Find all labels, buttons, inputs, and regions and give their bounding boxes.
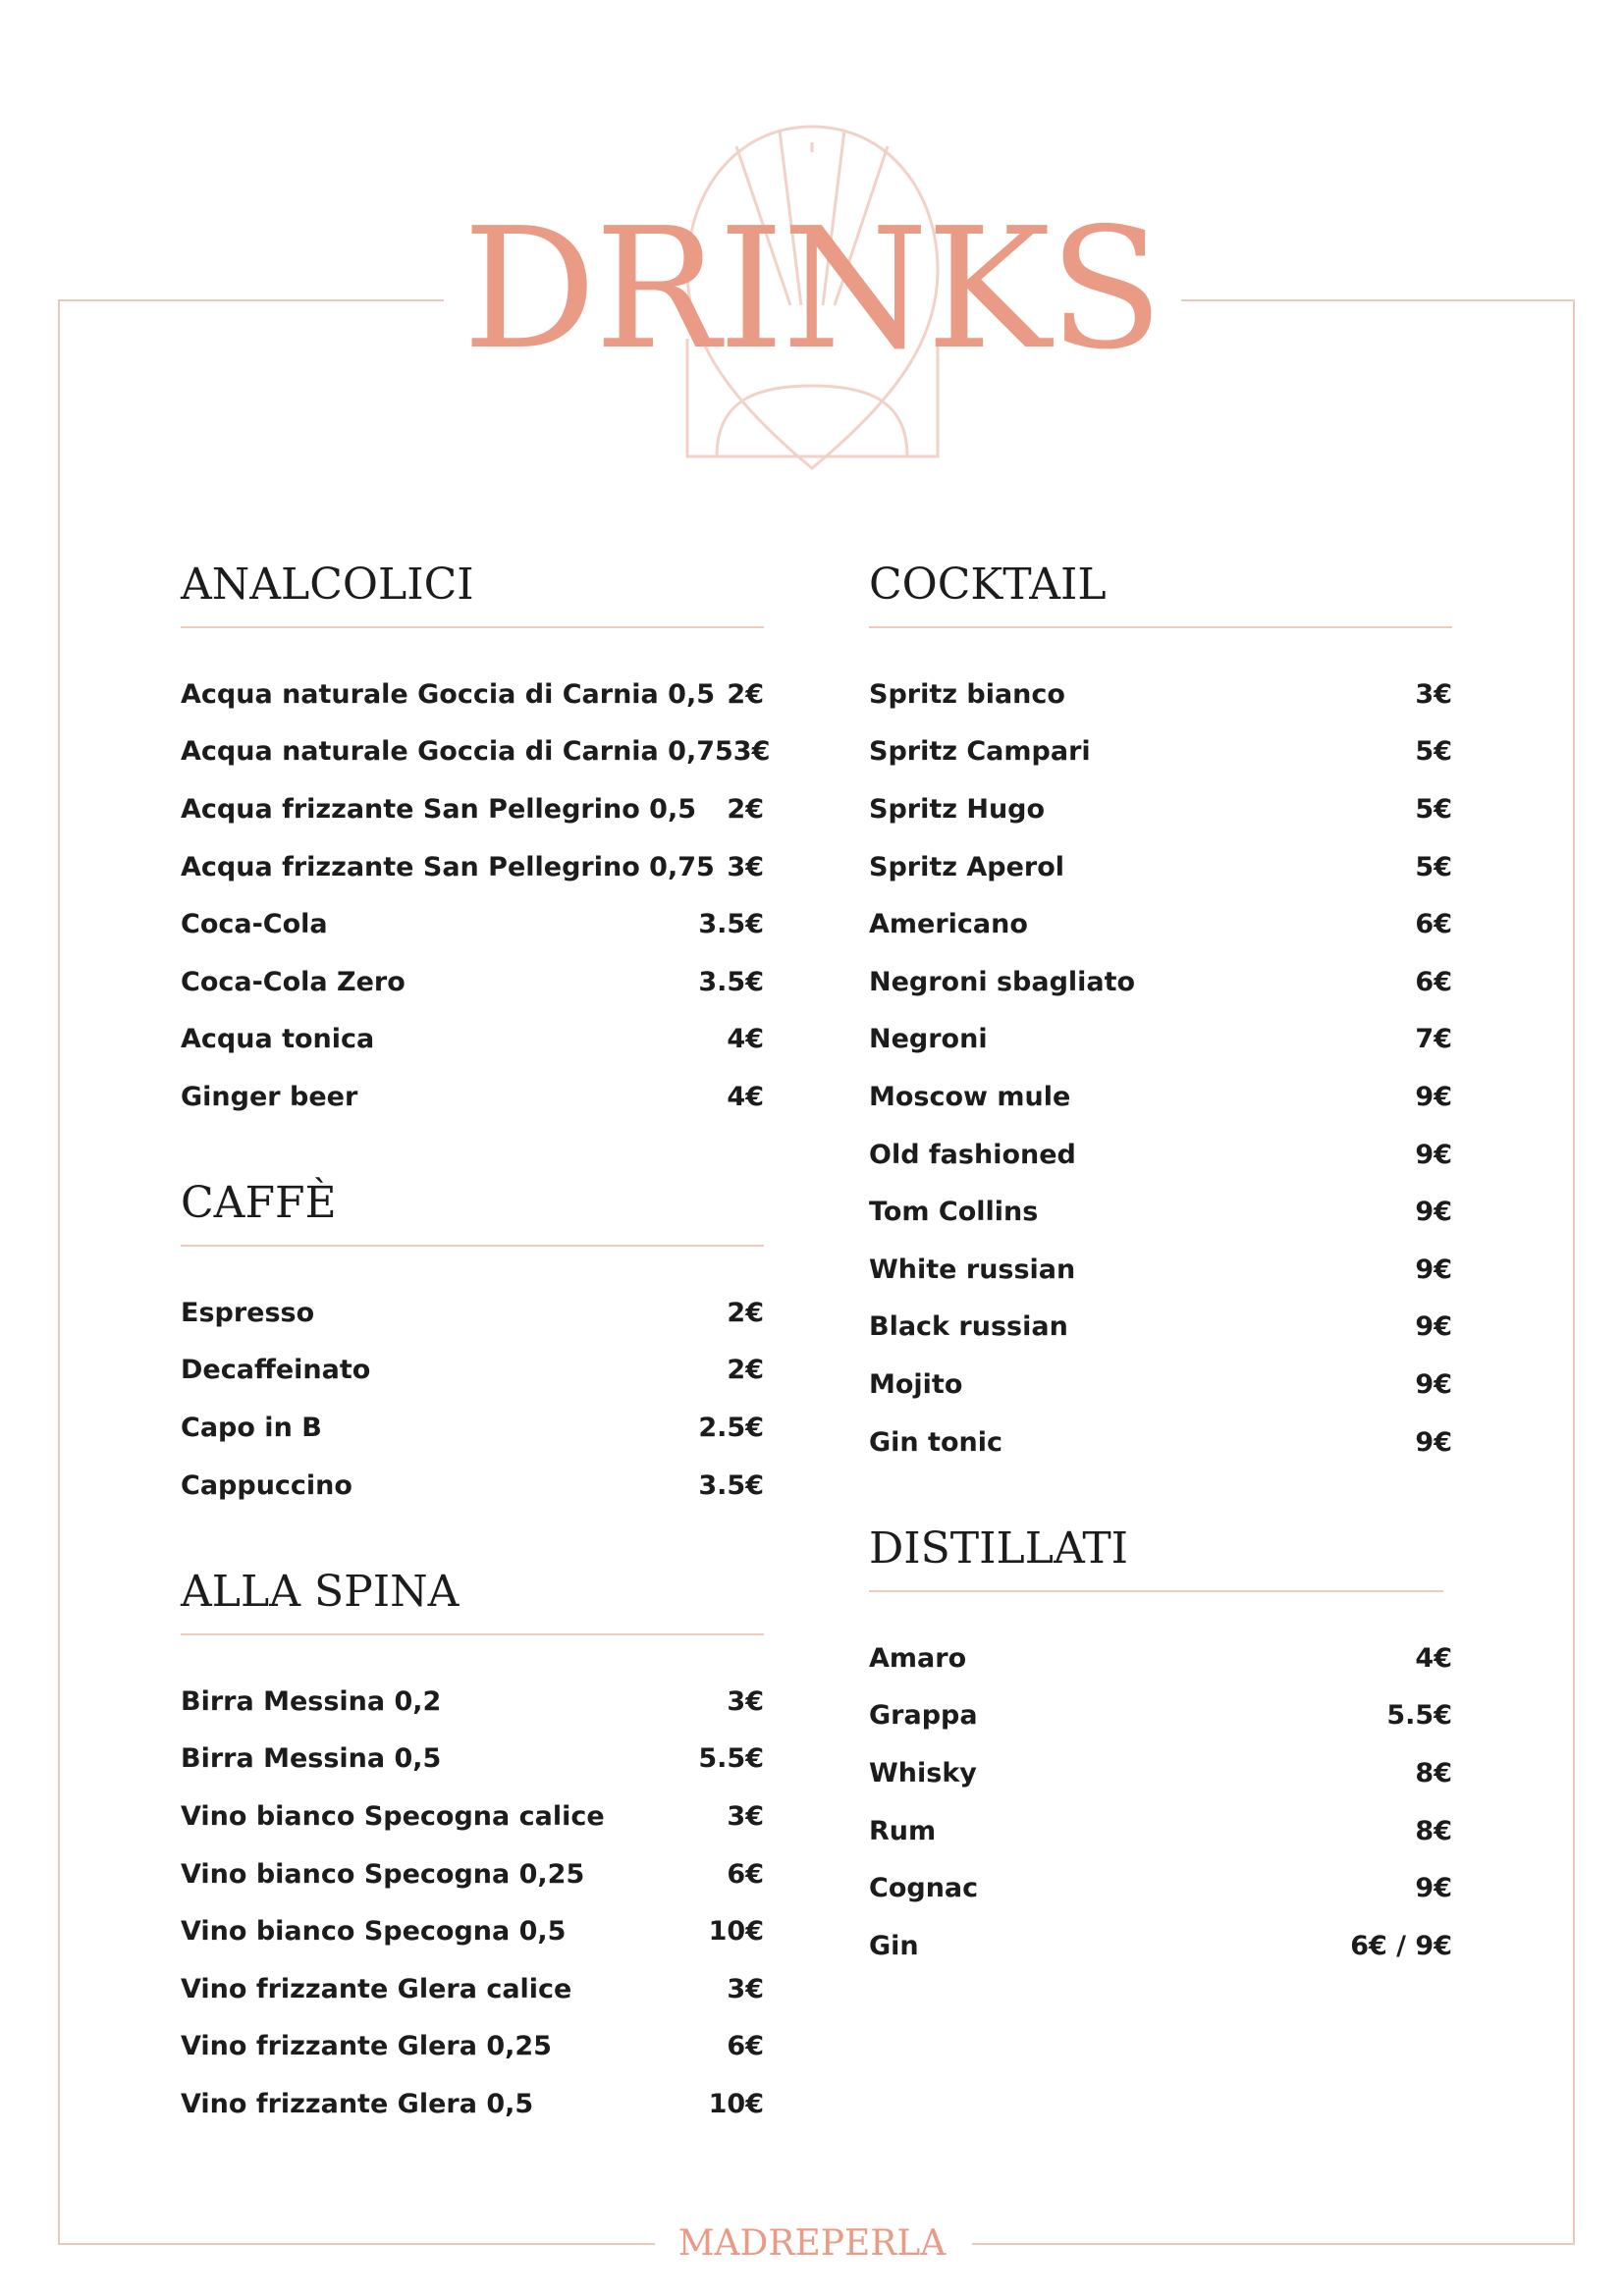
item-price: 5.5€	[1386, 1700, 1452, 1732]
item-name: Capo in B	[181, 1412, 322, 1443]
section-title: DISTILLATI	[869, 1523, 1129, 1574]
item-name: Vino bianco Specogna calice	[181, 1800, 605, 1832]
item-name: Cognac	[869, 1873, 979, 1904]
section-cocktail	[869, 560, 1452, 1458]
menu-item	[869, 1299, 1452, 1357]
item-name: Whisky	[869, 1757, 977, 1789]
item-list	[869, 666, 1452, 1470]
item-list	[181, 666, 771, 1126]
item-price: 9€	[1415, 1873, 1452, 1904]
menu-item	[181, 1399, 764, 1457]
item-name: Coca-Cola Zero	[181, 966, 406, 997]
frame-right-line	[1573, 299, 1575, 2245]
item-name: Acqua frizzante San Pellegrino 0,75	[181, 851, 715, 882]
menu-item	[181, 1731, 764, 1789]
item-name: Vino frizzante Glera calice	[181, 1973, 572, 2004]
item-price: 8€	[1415, 1815, 1452, 1846]
menu-item	[869, 1744, 1452, 1802]
menu-item	[869, 1356, 1452, 1414]
item-name: Old fashioned	[869, 1139, 1076, 1170]
menu-item	[869, 1183, 1452, 1241]
item-name: Cappuccino	[181, 1469, 352, 1501]
section-alla-spina	[181, 1567, 764, 2119]
section-divider	[181, 1633, 764, 1635]
menu-item	[869, 666, 1452, 723]
item-price: 2€	[727, 1355, 764, 1386]
item-name: Grappa	[869, 1700, 978, 1732]
item-price: 3.5€	[698, 1469, 764, 1501]
item-price: 3€	[727, 1973, 764, 2004]
section-caffe	[181, 1178, 764, 1501]
frame-left-line	[58, 299, 60, 2245]
menu-item	[181, 838, 764, 896]
item-name: Birra Messina 0,5	[181, 1743, 442, 1775]
menu-item	[181, 723, 771, 781]
item-price: 2€	[727, 678, 764, 710]
item-price: 5€	[1415, 793, 1452, 825]
item-price: 4€	[727, 1081, 764, 1112]
item-price: 9€	[1415, 1368, 1452, 1400]
section-divider	[181, 626, 764, 628]
item-name: Vino frizzante Glera 0,25	[181, 2031, 552, 2062]
menu-item	[181, 895, 764, 953]
menu-item	[181, 1068, 764, 1126]
item-name: Spritz Aperol	[869, 851, 1065, 882]
item-list	[181, 1673, 764, 2133]
item-name: White russian	[869, 1254, 1076, 1285]
item-name: Negroni	[869, 1024, 988, 1055]
item-price: 3€	[727, 1800, 764, 1832]
menu-item	[869, 1011, 1452, 1069]
menu-item	[181, 2075, 764, 2133]
item-name: Coca-Cola	[181, 909, 328, 940]
item-price: 2€	[727, 1297, 764, 1328]
item-price: 3€	[1415, 678, 1452, 710]
item-price: 6€	[727, 2031, 764, 2062]
section-divider	[869, 626, 1452, 628]
item-name: Rum	[869, 1815, 937, 1846]
item-price: 6€	[727, 1858, 764, 1890]
menu-item	[869, 838, 1452, 896]
menu-item	[181, 1284, 764, 1342]
menu-item	[869, 953, 1452, 1011]
item-price: 3€	[727, 851, 764, 882]
item-price: 6€ / 9€	[1350, 1930, 1452, 1961]
menu-item	[181, 1788, 764, 1845]
menu-item	[181, 1457, 764, 1515]
item-name: Tom Collins	[869, 1197, 1039, 1228]
item-list	[869, 1629, 1452, 1975]
item-name: Decaffeinato	[181, 1355, 371, 1386]
menu-item	[869, 1802, 1452, 1860]
menu-item	[869, 1859, 1452, 1917]
item-price: 9€	[1415, 1311, 1452, 1343]
item-price: 6€	[1415, 966, 1452, 997]
item-price: 2.5€	[698, 1412, 764, 1443]
item-name: Spritz bianco	[869, 678, 1065, 710]
menu-item	[181, 666, 764, 723]
item-price: 5€	[1415, 736, 1452, 768]
menu-item	[181, 1902, 764, 1960]
item-name: Birra Messina 0,2	[181, 1685, 442, 1717]
menu-item	[869, 1126, 1452, 1184]
menu-item	[869, 1068, 1452, 1126]
menu-item	[869, 723, 1452, 781]
section-divider	[181, 1245, 764, 1247]
item-price: 7€	[1415, 1024, 1452, 1055]
item-name: Americano	[869, 909, 1028, 940]
item-list	[181, 1284, 764, 1514]
section-title: COCKTAIL	[869, 560, 1107, 610]
item-price: 3€	[732, 736, 771, 768]
item-name: Spritz Hugo	[869, 793, 1046, 825]
item-name: Negroni sbagliato	[869, 966, 1136, 997]
item-name: Acqua frizzante San Pellegrino 0,5	[181, 793, 696, 825]
item-price: 8€	[1415, 1757, 1452, 1789]
item-name: Acqua tonica	[181, 1024, 375, 1055]
item-price: 9€	[1415, 1139, 1452, 1170]
menu-item	[181, 780, 764, 838]
item-name: Acqua naturale Goccia di Carnia 0,75	[181, 736, 733, 768]
item-name: Vino frizzante Glera 0,5	[181, 2088, 534, 2119]
item-name: Acqua naturale Goccia di Carnia 0,5	[181, 678, 715, 710]
item-name: Spritz Campari	[869, 736, 1091, 768]
item-price: 6€	[1415, 909, 1452, 940]
item-name: Amaro	[869, 1642, 967, 1674]
item-name: Mojito	[869, 1368, 963, 1400]
item-name: Gin	[869, 1930, 919, 1961]
menu-item	[869, 895, 1452, 953]
item-name: Ginger beer	[181, 1081, 358, 1112]
item-price: 5.5€	[698, 1743, 764, 1775]
section-divider	[869, 1590, 1443, 1592]
section-title: CAFFÈ	[181, 1178, 337, 1228]
menu-item	[869, 1629, 1452, 1687]
item-price: 4€	[1415, 1642, 1452, 1674]
item-price: 9€	[1415, 1081, 1452, 1112]
item-name: Vino bianco Specogna 0,5	[181, 1916, 567, 1948]
section-title: ANALCOLICI	[181, 560, 474, 610]
menu-item	[181, 1673, 764, 1731]
item-price: 4€	[727, 1024, 764, 1055]
page-title: DRINKS	[462, 192, 1162, 387]
section-analcolici	[181, 560, 771, 1112]
menu-item	[181, 953, 764, 1011]
menu-item	[181, 1960, 764, 2018]
menu-item	[181, 1011, 764, 1069]
menu-item	[869, 1414, 1452, 1471]
item-name: Moscow mule	[869, 1081, 1071, 1112]
menu-item	[869, 1241, 1452, 1299]
section-title: ALLA SPINA	[181, 1567, 460, 1617]
menu-item	[181, 2018, 764, 2076]
item-price: 9€	[1415, 1426, 1452, 1458]
item-name: Black russian	[869, 1311, 1068, 1343]
menu-item	[181, 1342, 764, 1400]
brand-footer: MADREPERLA	[677, 2223, 947, 2264]
item-price: 3.5€	[698, 909, 764, 940]
item-price: 10€	[708, 1916, 764, 1948]
item-name: Espresso	[181, 1297, 315, 1328]
item-price: 5€	[1415, 851, 1452, 882]
item-price: 9€	[1415, 1254, 1452, 1285]
menu-item	[181, 1845, 764, 1903]
item-name: Gin tonic	[869, 1426, 1002, 1458]
item-name: Vino bianco Specogna 0,25	[181, 1858, 585, 1890]
section-distillati	[869, 1523, 1452, 1961]
item-price: 3.5€	[698, 966, 764, 997]
menu-item	[869, 1687, 1452, 1745]
menu-item	[869, 1917, 1452, 1975]
menu-item	[869, 780, 1452, 838]
item-price: 9€	[1415, 1197, 1452, 1228]
item-price: 3€	[727, 1685, 764, 1717]
item-price: 10€	[708, 2088, 764, 2119]
item-price: 2€	[727, 793, 764, 825]
